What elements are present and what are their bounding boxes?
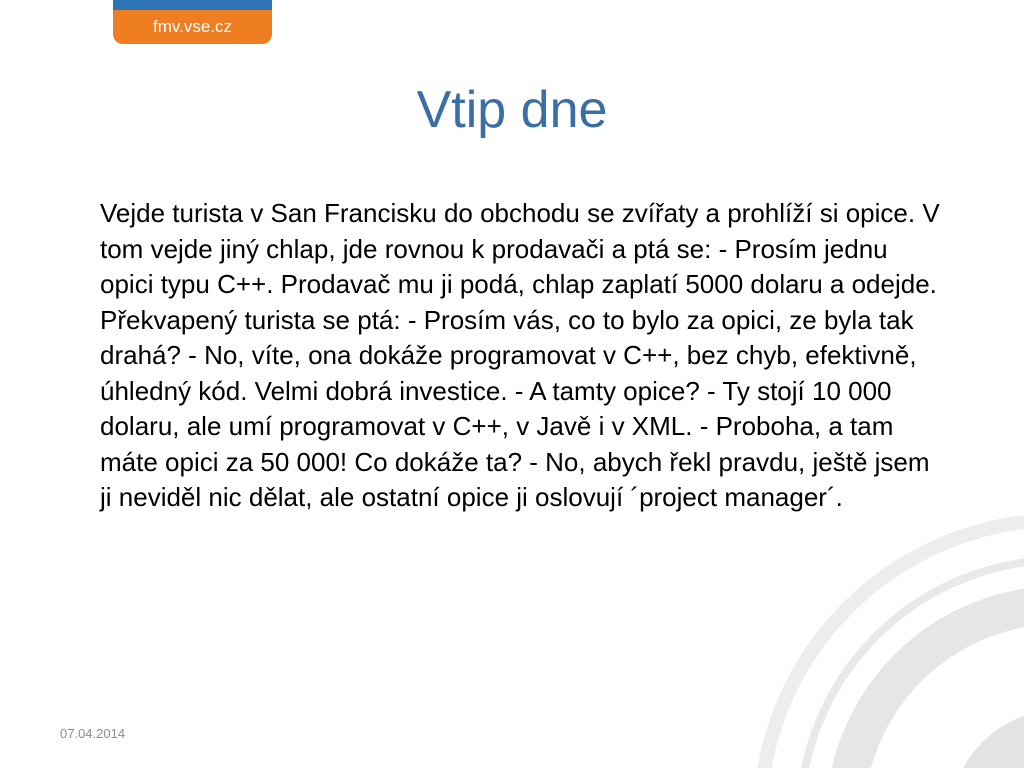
- slide-date: 07.04.2014: [60, 726, 126, 741]
- brand-url[interactable]: fmv.vse.cz: [152, 17, 233, 36]
- deco-circle-core: [950, 710, 1024, 768]
- deco-ring-inner: [845, 605, 1024, 768]
- slide-body-text: Vejde turista v San Francisku do obchodu se zvířaty a prohlíží si opice. V tom vejde jiný chlap, jde rovnou k prodavači a ptá se: - Prosím jednu opici typu C++. Prodavač mu ji podá, chlap zaplatí 5000 dolaru a odejde. Překvapený turista se ptá: - Prosím vás, co to bylo za opici, ze byla tak drahá? - No, víte, ona dokáže programovat v C++, bez chyb, efektivně, úhledný kód. Velmi dobrá investice. - A tamty opice? - Ty stojí 10 000 dolaru, ale umí programovat v C++, v Javě i v XML. - Proboha, a tam máte opici za 50 000! Co dokáže ta? - No, abych řekl pravdu, ještě jsem ji neviděl nic dělat, ale ostatní opice ji oslovují ´project manager´.: [100, 198, 940, 512]
- brand-tab-accent: [113, 0, 272, 10]
- deco-ring-outer: [760, 520, 1024, 768]
- deco-ring-mid: [800, 560, 1024, 768]
- slide-title: Vtip dne: [416, 81, 608, 139]
